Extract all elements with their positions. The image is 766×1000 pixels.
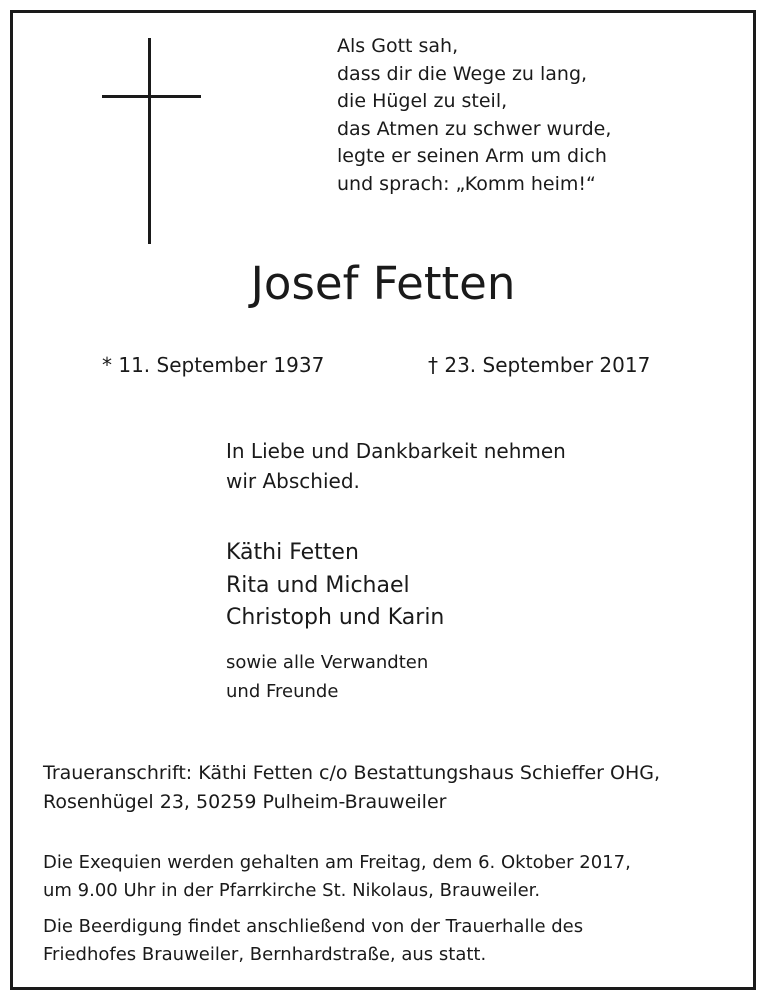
mourner-name: Käthi Fetten <box>226 540 359 565</box>
poem <box>337 33 611 198</box>
funeral-service-info <box>43 849 631 905</box>
relatives-line: und Freunde <box>226 681 339 702</box>
poem-line: und sprach: „Komm heim!“ <box>337 172 596 195</box>
cross-vertical-bar <box>148 38 151 244</box>
mourners-list <box>226 537 444 635</box>
farewell-line: wir Abschied. <box>226 469 360 493</box>
mourner-name: Christoph und Karin <box>226 605 445 630</box>
birth-date: * 11. September 1937 <box>102 353 325 377</box>
mourning-address <box>43 759 660 817</box>
cross-horizontal-bar <box>102 95 201 98</box>
poem-line: legte er seinen Arm um dich <box>337 145 607 167</box>
service-line: Die Exequien werden gehalten am Freitag, dem 6. Oktober 2017, <box>43 852 631 873</box>
burial-info <box>43 913 583 969</box>
farewell-text <box>226 436 566 496</box>
poem-line: die Hügel zu steil, <box>337 90 508 112</box>
service-line: um 9.00 Uhr in der Pfarrkirche St. Nikolaus, Brauweiler. <box>43 880 541 901</box>
poem-line: Als Gott sah, <box>337 35 459 57</box>
relatives-text <box>226 648 428 706</box>
death-date: † 23. September 2017 <box>428 353 651 377</box>
address-line: Rosenhügel 23, 50259 Pulheim-Brauweiler <box>43 791 447 813</box>
farewell-line: In Liebe und Dankbarkeit nehmen <box>226 439 566 463</box>
relatives-line: sowie alle Verwandten <box>226 652 429 673</box>
poem-line: dass dir die Wege zu lang, <box>337 62 588 85</box>
poem-line: das Atmen zu schwer wurde, <box>337 117 612 140</box>
burial-line: Die Beerdigung findet anschließend von der Trauerhalle des <box>43 916 584 937</box>
mourner-name: Rita und Michael <box>226 572 410 598</box>
burial-line: Friedhofes Brauweiler, Bernhardstraße, aus statt. <box>43 944 487 965</box>
deceased-name: Josef Fetten <box>250 257 516 310</box>
address-line: Traueranschrift: Käthi Fetten c/o Bestattungshaus Schieffer OHG, <box>43 762 661 784</box>
